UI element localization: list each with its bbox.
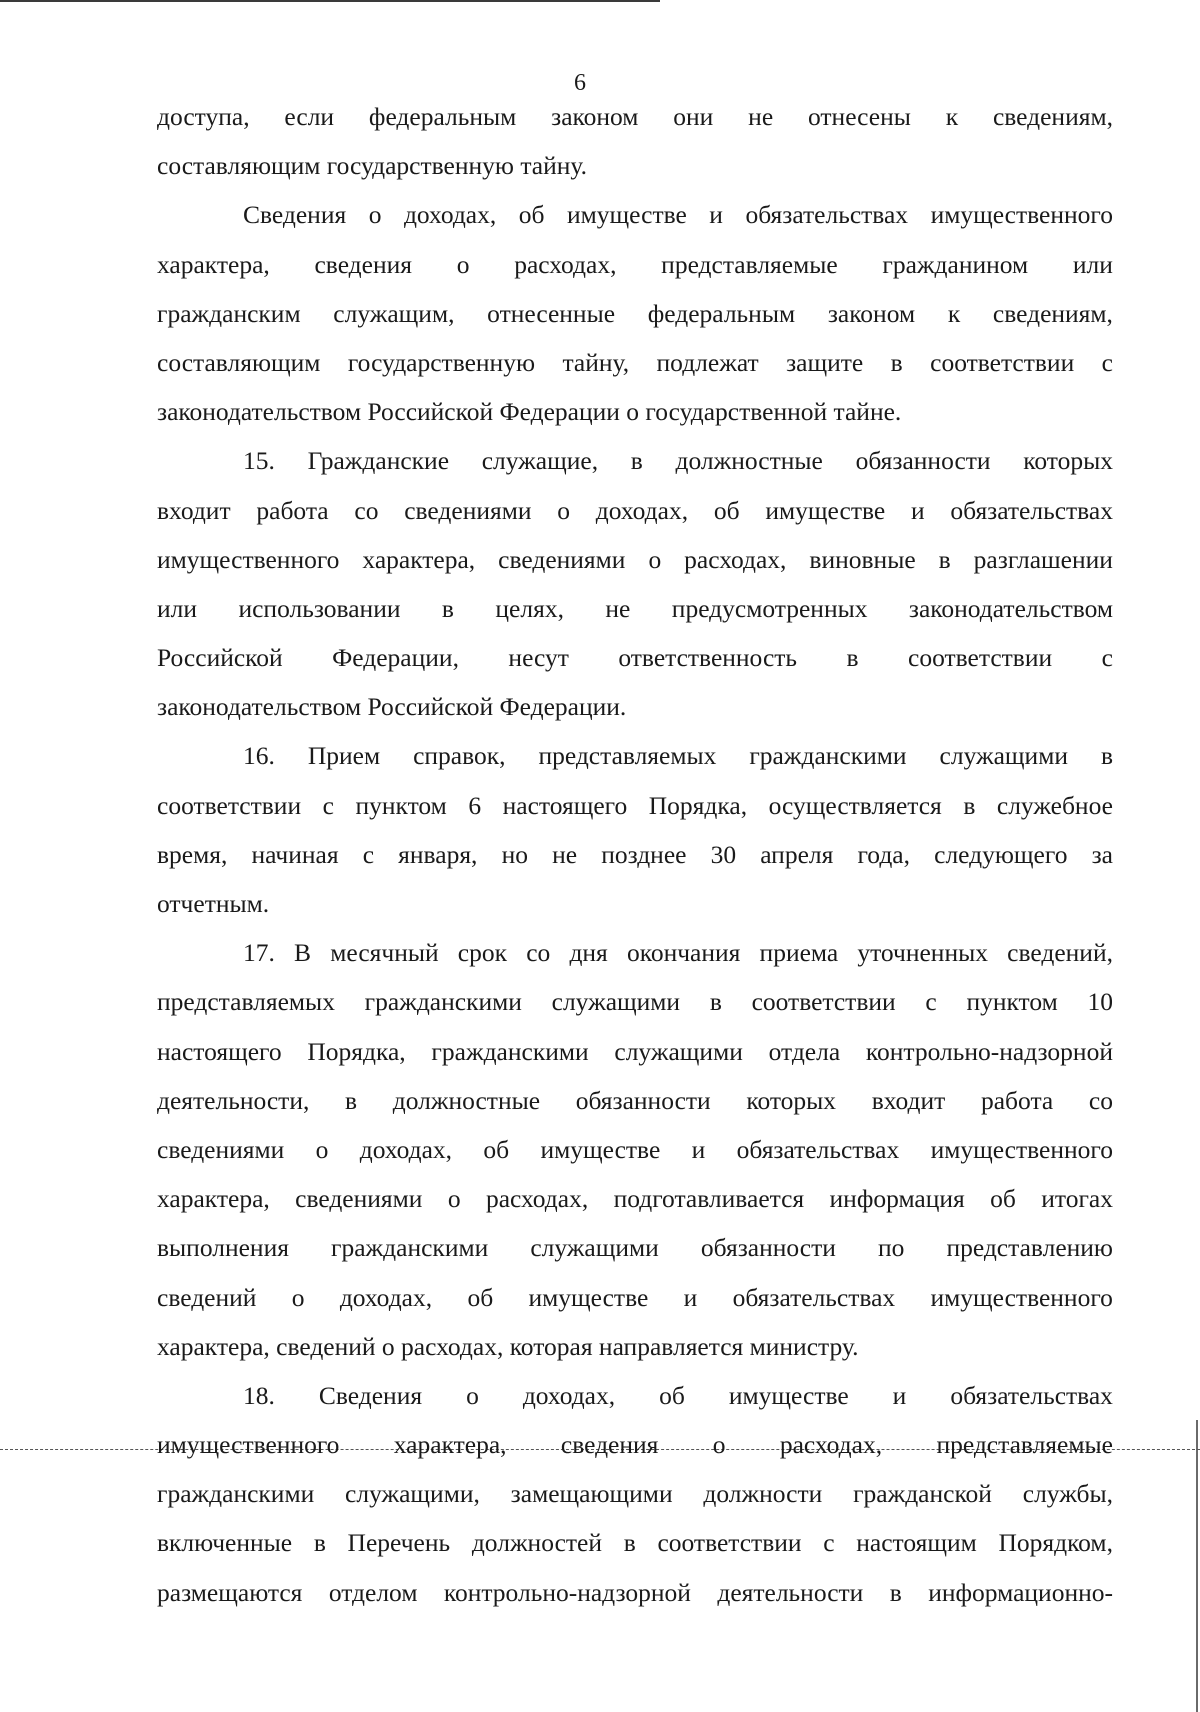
word: о bbox=[557, 495, 571, 525]
word: или bbox=[157, 593, 198, 623]
word: сведениями bbox=[498, 544, 626, 574]
word: представляемых bbox=[538, 741, 717, 771]
word: Российской bbox=[157, 643, 283, 673]
word: представлению bbox=[946, 1233, 1113, 1263]
word: имуществе bbox=[728, 1380, 849, 1410]
paragraph bbox=[157, 436, 1113, 731]
word: служащими bbox=[551, 987, 681, 1017]
word: контрольно-надзорной bbox=[443, 1577, 691, 1607]
word: должностные bbox=[675, 446, 823, 476]
word: Перечень bbox=[347, 1528, 451, 1558]
word: не bbox=[552, 839, 578, 869]
word: обязательствах bbox=[950, 1380, 1113, 1410]
word: настоящего bbox=[157, 1036, 282, 1066]
word: служащими bbox=[614, 1036, 743, 1066]
word: об bbox=[990, 1184, 1016, 1214]
word: с bbox=[925, 987, 937, 1017]
text-line bbox=[157, 1027, 1113, 1076]
text-line: законодательством Российской Федерации о государственной тайне. bbox=[157, 397, 902, 427]
word: но bbox=[501, 839, 528, 869]
word: отнесенные bbox=[487, 298, 616, 328]
word: в bbox=[441, 593, 454, 623]
word: и bbox=[709, 200, 723, 230]
word: в bbox=[709, 987, 722, 1017]
word: предусмотренных bbox=[671, 593, 868, 623]
word: государственную bbox=[347, 347, 536, 377]
word: входит bbox=[871, 1085, 946, 1115]
word: ответственность bbox=[618, 643, 798, 673]
word: со bbox=[526, 938, 551, 968]
word: сведения bbox=[560, 1430, 659, 1460]
word: Гражданские bbox=[307, 446, 450, 476]
word: со bbox=[1088, 1085, 1113, 1115]
text-line bbox=[157, 92, 1113, 141]
word: информационно- bbox=[928, 1577, 1113, 1607]
word: соответствии bbox=[908, 643, 1053, 673]
word: выполнения bbox=[157, 1233, 289, 1263]
paragraph bbox=[157, 190, 1113, 436]
text-line bbox=[157, 781, 1113, 830]
word: с bbox=[823, 1528, 835, 1558]
text-line bbox=[157, 1125, 1113, 1174]
word: если bbox=[284, 102, 335, 131]
word: использовании bbox=[238, 593, 401, 623]
word: имуществе bbox=[540, 1134, 661, 1164]
word: к bbox=[947, 298, 961, 328]
text-line bbox=[157, 289, 1113, 338]
text-line bbox=[157, 240, 1113, 289]
word: информация bbox=[829, 1184, 965, 1214]
word: гражданскими bbox=[749, 741, 907, 771]
word: законом bbox=[551, 102, 639, 131]
word: соответствии bbox=[657, 1528, 802, 1558]
word: служащими bbox=[939, 741, 1068, 771]
word: пунктом bbox=[355, 790, 447, 820]
word: или bbox=[1072, 249, 1113, 279]
word: характера, bbox=[393, 1430, 507, 1460]
word: соответствии bbox=[157, 790, 302, 820]
text-line bbox=[157, 1420, 1113, 1469]
text-line bbox=[157, 486, 1113, 535]
word: имущественного bbox=[157, 1430, 340, 1460]
word: 17. bbox=[243, 938, 275, 968]
word: имуществе bbox=[567, 200, 687, 230]
word: имущественного bbox=[930, 200, 1113, 230]
text-line bbox=[157, 338, 1113, 387]
word: 16. bbox=[243, 741, 275, 771]
word: расходах, bbox=[514, 249, 617, 279]
word: должностей bbox=[471, 1528, 603, 1558]
word: обязательствах bbox=[732, 1282, 896, 1312]
document-body bbox=[157, 92, 1113, 1617]
word: итогах bbox=[1041, 1184, 1113, 1214]
word: контрольно-надзорной bbox=[865, 1036, 1113, 1066]
text-line bbox=[157, 830, 1113, 879]
word: целях, bbox=[495, 593, 564, 623]
text-line bbox=[157, 1076, 1113, 1125]
text-line bbox=[157, 1371, 1113, 1420]
word: с bbox=[362, 839, 375, 869]
word: замещающими bbox=[510, 1479, 673, 1509]
word: характера, bbox=[157, 249, 270, 279]
word: об bbox=[659, 1380, 685, 1410]
word: января, bbox=[398, 839, 478, 869]
word: федеральным bbox=[368, 102, 517, 131]
text-line: составляющим государственную тайну. bbox=[157, 151, 587, 181]
word: срок bbox=[457, 938, 508, 968]
word: позднее bbox=[601, 839, 687, 869]
word: доходах, bbox=[339, 1282, 433, 1312]
word: Сведения bbox=[318, 1380, 423, 1410]
word: следующего bbox=[934, 839, 1068, 869]
word: 15. bbox=[243, 446, 275, 476]
word: уточненных bbox=[857, 938, 988, 968]
word: расходах, bbox=[779, 1430, 883, 1460]
paragraph bbox=[157, 92, 1113, 190]
paragraph bbox=[157, 731, 1113, 928]
text-line bbox=[157, 535, 1113, 584]
word: включенные bbox=[157, 1528, 293, 1558]
word: сведений, bbox=[1007, 938, 1113, 968]
word: года, bbox=[857, 839, 910, 869]
word: соответствии bbox=[930, 347, 1075, 377]
word: расходах, bbox=[684, 544, 787, 574]
word: о bbox=[648, 544, 662, 574]
word: характера, bbox=[157, 1184, 270, 1214]
word: составляющим bbox=[157, 347, 321, 377]
word: гражданскими bbox=[157, 1479, 315, 1509]
word: характера, bbox=[362, 544, 476, 574]
word: расходах, bbox=[485, 1184, 589, 1214]
text-line bbox=[157, 1174, 1113, 1223]
word: доходах, bbox=[595, 495, 689, 525]
word: об bbox=[713, 495, 740, 525]
word: и bbox=[691, 1134, 706, 1164]
word: сведениями bbox=[157, 1134, 285, 1164]
word: имуществе bbox=[528, 1282, 649, 1312]
scan-edge-top bbox=[0, 0, 660, 2]
word: деятельности, bbox=[157, 1085, 310, 1115]
word: служащими, bbox=[345, 1479, 480, 1509]
word: в bbox=[963, 790, 976, 820]
text-line bbox=[157, 1273, 1113, 1322]
word: в bbox=[623, 1528, 636, 1558]
word: в bbox=[630, 446, 643, 476]
paragraph bbox=[157, 1371, 1113, 1617]
word: в bbox=[1100, 741, 1113, 771]
scan-edge-right bbox=[1196, 1420, 1198, 1712]
text-line bbox=[157, 731, 1113, 780]
text-line: отчетным. bbox=[157, 889, 270, 918]
word: обязательствах bbox=[745, 200, 909, 230]
word: служащим, bbox=[333, 298, 455, 328]
word: подготавливается bbox=[613, 1184, 805, 1214]
word: имущественного bbox=[157, 544, 340, 574]
word: должностные bbox=[392, 1085, 541, 1115]
word: сведений bbox=[157, 1282, 257, 1312]
word: настоящего bbox=[502, 790, 628, 820]
word: апреля bbox=[760, 839, 834, 869]
text-line: характера, сведений о расходах, которая направляется министру. bbox=[157, 1331, 859, 1361]
word: с bbox=[1101, 347, 1113, 377]
word: имуществе bbox=[765, 495, 886, 525]
word: со bbox=[354, 495, 379, 525]
text-line bbox=[157, 928, 1113, 977]
word: обязанности bbox=[575, 1085, 711, 1115]
text-line: законодательством Российской Федерации. bbox=[157, 692, 627, 722]
word: в bbox=[313, 1528, 326, 1558]
word: службы, bbox=[1022, 1479, 1113, 1509]
word: справок, bbox=[413, 741, 506, 771]
word: доступа, bbox=[157, 102, 250, 131]
word: по bbox=[877, 1233, 905, 1263]
word: подлежат bbox=[656, 347, 759, 377]
word: начиная bbox=[251, 839, 339, 869]
word: тайну, bbox=[562, 347, 630, 377]
text-line bbox=[157, 1223, 1113, 1272]
word: должности bbox=[703, 1479, 823, 1509]
word: отнесены bbox=[807, 102, 911, 131]
text-line bbox=[157, 1568, 1113, 1617]
word: отделом bbox=[328, 1577, 418, 1607]
word: 6 bbox=[468, 790, 482, 820]
word: гражданскими bbox=[331, 1233, 489, 1263]
word: Порядка, bbox=[648, 790, 748, 820]
word: об bbox=[483, 1134, 510, 1164]
word: служащими bbox=[530, 1233, 659, 1263]
word: в bbox=[889, 1577, 902, 1607]
word: Прием bbox=[307, 741, 381, 771]
text-line bbox=[157, 977, 1113, 1026]
word: дня bbox=[569, 938, 608, 968]
text-line bbox=[157, 1469, 1113, 1518]
word: сведениям, bbox=[992, 298, 1113, 328]
text-line bbox=[157, 584, 1113, 633]
word: имущественного bbox=[930, 1134, 1113, 1164]
word: об bbox=[518, 200, 545, 230]
word: федеральным bbox=[647, 298, 796, 328]
text-line bbox=[157, 633, 1113, 682]
word: работа bbox=[256, 495, 329, 525]
word: которых bbox=[1023, 446, 1113, 476]
word: разглашении bbox=[973, 544, 1113, 574]
word: обязательствах bbox=[950, 495, 1113, 525]
word: 30 bbox=[710, 839, 737, 869]
word: гражданским bbox=[157, 298, 301, 328]
word: с bbox=[1101, 643, 1113, 673]
text-line bbox=[157, 436, 1113, 485]
word: и bbox=[683, 1282, 698, 1312]
word: Порядком, bbox=[998, 1528, 1113, 1558]
word: работа bbox=[980, 1085, 1054, 1115]
word: соответствии bbox=[751, 987, 896, 1017]
word: размещаются bbox=[157, 1577, 303, 1607]
word: 10 bbox=[1087, 987, 1113, 1017]
word: в bbox=[846, 643, 859, 673]
word: В bbox=[294, 938, 312, 968]
word: отдела bbox=[768, 1036, 841, 1066]
word: сведения bbox=[314, 249, 412, 279]
word: представляемые bbox=[661, 249, 838, 279]
word: осуществляется bbox=[768, 790, 942, 820]
word: законом bbox=[827, 298, 916, 328]
word: и bbox=[910, 495, 925, 525]
word: о bbox=[368, 200, 382, 230]
word: сведениями bbox=[404, 495, 532, 525]
word: сведениями bbox=[295, 1184, 423, 1214]
word: входит bbox=[157, 495, 231, 525]
paragraph bbox=[157, 928, 1113, 1371]
word: имущественного bbox=[930, 1282, 1113, 1312]
word: в bbox=[345, 1085, 358, 1115]
word: представляемые bbox=[936, 1430, 1113, 1460]
word: гражданскими bbox=[431, 1036, 589, 1066]
word: гражданином bbox=[882, 249, 1029, 279]
word: Порядка, bbox=[307, 1036, 406, 1066]
word: не bbox=[748, 102, 774, 131]
word: настоящим bbox=[856, 1528, 977, 1558]
word: и bbox=[892, 1380, 907, 1410]
word: законодательством bbox=[908, 593, 1113, 623]
word: приема bbox=[759, 938, 839, 968]
word: гражданскими bbox=[364, 987, 522, 1017]
word: деятельности bbox=[717, 1577, 864, 1607]
text-line bbox=[157, 190, 1113, 239]
word: о bbox=[315, 1134, 329, 1164]
word: об bbox=[467, 1282, 494, 1312]
word: окончания bbox=[626, 938, 741, 968]
word: не bbox=[605, 593, 631, 623]
word: служебное bbox=[996, 790, 1113, 820]
word: о bbox=[712, 1430, 726, 1460]
word: о bbox=[466, 1380, 479, 1410]
word: представляемых bbox=[157, 987, 335, 1017]
page-number: 6 bbox=[574, 70, 586, 96]
word: 18. bbox=[243, 1380, 275, 1410]
word: пунктом bbox=[966, 987, 1058, 1017]
word: доходах, bbox=[359, 1134, 453, 1164]
word: о bbox=[456, 249, 470, 279]
word: к bbox=[945, 102, 959, 131]
word: обязанности bbox=[700, 1233, 836, 1263]
word: о bbox=[447, 1184, 461, 1214]
word: с bbox=[322, 790, 334, 820]
word: в bbox=[938, 544, 951, 574]
word: за bbox=[1091, 839, 1113, 869]
word: виновные bbox=[809, 544, 916, 574]
word: обязанности bbox=[855, 446, 991, 476]
word: о bbox=[291, 1282, 305, 1312]
word: месячный bbox=[330, 938, 439, 968]
word: несут bbox=[508, 643, 569, 673]
word: доходах, bbox=[403, 200, 497, 230]
word: время, bbox=[157, 839, 228, 869]
text-line bbox=[157, 1518, 1113, 1567]
word: сведениям, bbox=[992, 102, 1113, 131]
word: доходах, bbox=[522, 1380, 616, 1410]
word: гражданской bbox=[853, 1479, 992, 1509]
word: Сведения bbox=[243, 200, 347, 230]
word: Федерации, bbox=[332, 643, 459, 673]
word: обязательствах bbox=[736, 1134, 900, 1164]
word: которых bbox=[746, 1085, 837, 1115]
word: в bbox=[890, 347, 903, 377]
word: служащие, bbox=[481, 446, 599, 476]
word: они bbox=[673, 102, 714, 131]
word: защите bbox=[786, 347, 864, 377]
